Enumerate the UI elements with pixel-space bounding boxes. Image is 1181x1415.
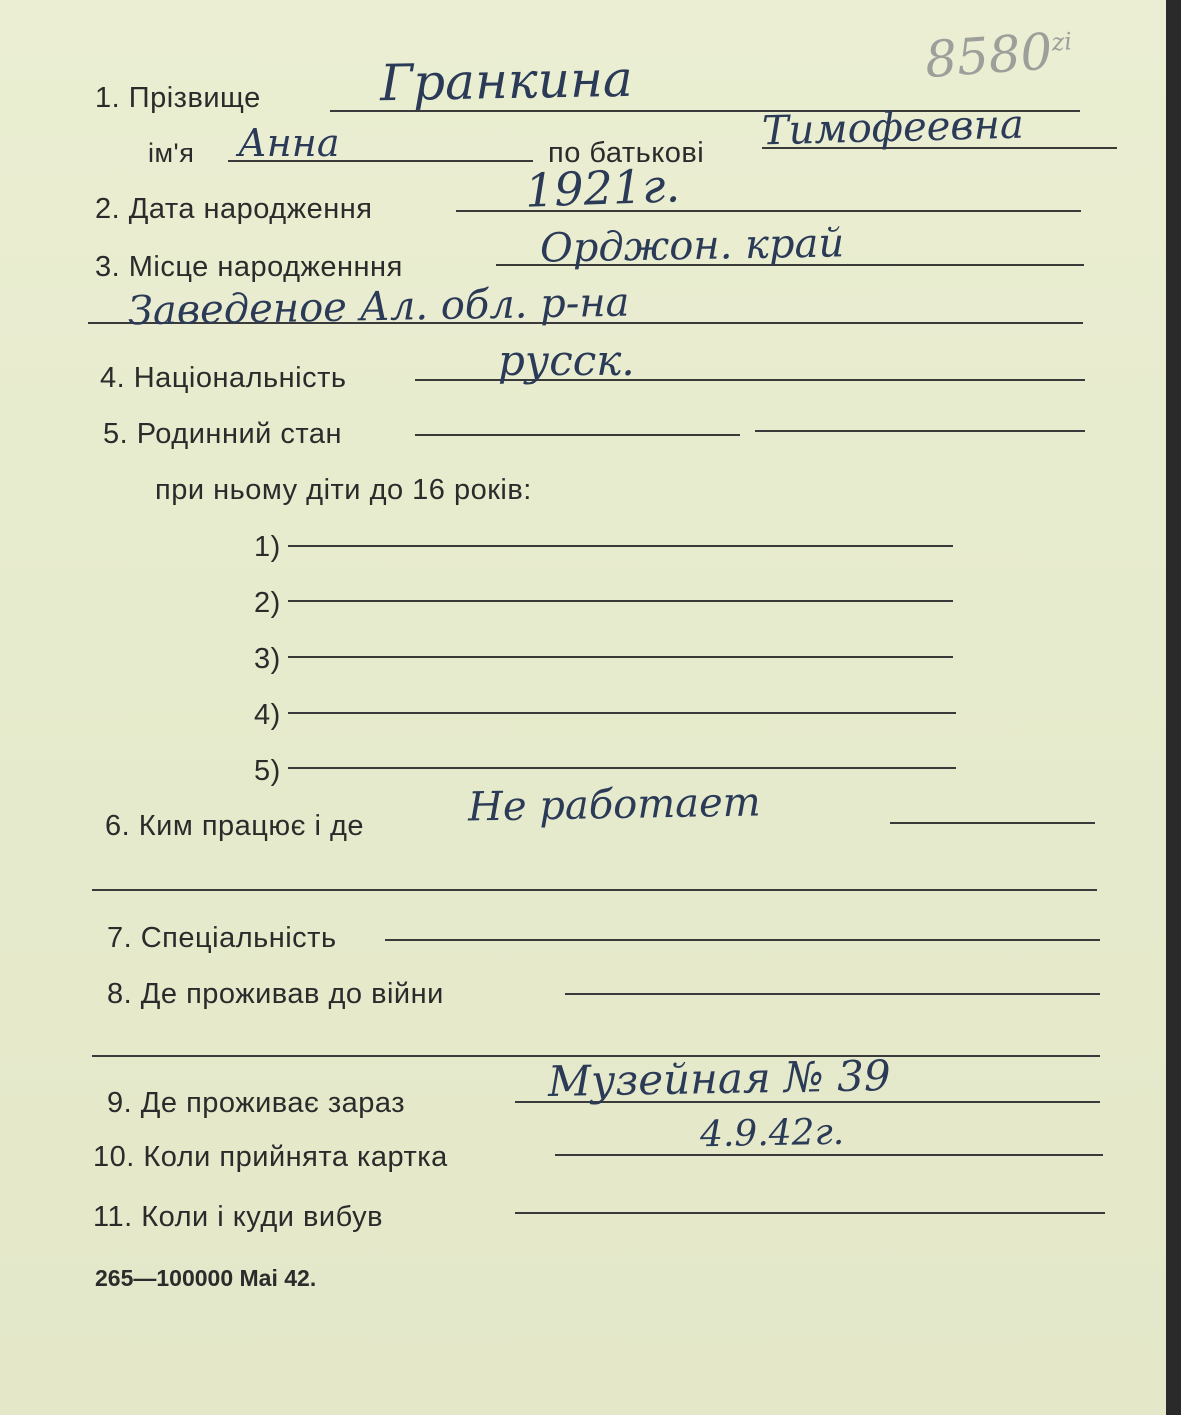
patronymic-label: по батькові: [548, 137, 705, 169]
birth-place-entry-2: Заведеное Ал. обл. р-на: [127, 279, 630, 335]
work-line-2: [92, 889, 1097, 891]
birth-place-label: 3. Місце народженння: [95, 251, 403, 283]
nationality-label: 4. Національність: [100, 362, 347, 394]
prewar-line: [565, 993, 1100, 995]
name-entry: Анна: [238, 121, 340, 165]
departure-label: 11. Коли і куди вибув: [93, 1201, 383, 1233]
child-3-line: [288, 656, 953, 658]
child-4-line: [288, 712, 956, 714]
child-4-label: 4): [254, 699, 281, 731]
archive-number: [923, 22, 1074, 90]
marital-label: 5. Родинний стан: [103, 418, 343, 450]
child-5-line: [288, 767, 956, 769]
work-line: [890, 822, 1095, 824]
work-entry: Не работает: [467, 779, 761, 831]
printer-imprint: 265—100000 Mai 42.: [95, 1265, 317, 1291]
name-label: ім'я: [148, 138, 195, 168]
marital-line-2: [755, 430, 1085, 432]
child-3-label: 3): [254, 643, 281, 675]
child-2-line: [288, 600, 953, 602]
current-label: 9. Де проживає зараз: [107, 1087, 406, 1119]
current-address-entry: Музейная № 39: [547, 1051, 891, 1106]
birth-date-label: 2. Дата народження: [95, 193, 373, 225]
archive-number-suffix: zi: [1050, 27, 1073, 57]
specialty-label: 7. Спеціальність: [107, 922, 337, 954]
children-label: при ньому діти до 16 років:: [155, 474, 532, 506]
nationality-entry: русск.: [498, 336, 635, 385]
child-5-label: 5): [254, 755, 281, 787]
patronymic-entry: Тимофеевна: [761, 101, 1025, 155]
card-date-line: [555, 1154, 1103, 1156]
child-2-label: 2): [254, 587, 281, 619]
child-1-label: 1): [254, 531, 281, 563]
card-date-label: 10. Коли прийнята картка: [93, 1141, 448, 1173]
birth-date-entry: 1921г.: [524, 158, 681, 218]
prewar-label: 8. Де проживав до війни: [107, 978, 444, 1010]
marital-line: [415, 434, 740, 436]
archive-number-value: 8580: [923, 22, 1055, 90]
specialty-line: [385, 939, 1100, 941]
work-label: 6. Ким працює і де: [105, 810, 365, 842]
card-date-entry: 4.9.42г.: [699, 1111, 845, 1156]
surname-entry: Гранкина: [379, 49, 634, 113]
birth-place-entry-1: Орджон. край: [539, 220, 845, 272]
surname-label: 1. Прізвище: [95, 82, 261, 114]
departure-line: [515, 1212, 1105, 1214]
child-1-line: [288, 545, 953, 547]
scan-background-edge: [1166, 0, 1181, 1415]
